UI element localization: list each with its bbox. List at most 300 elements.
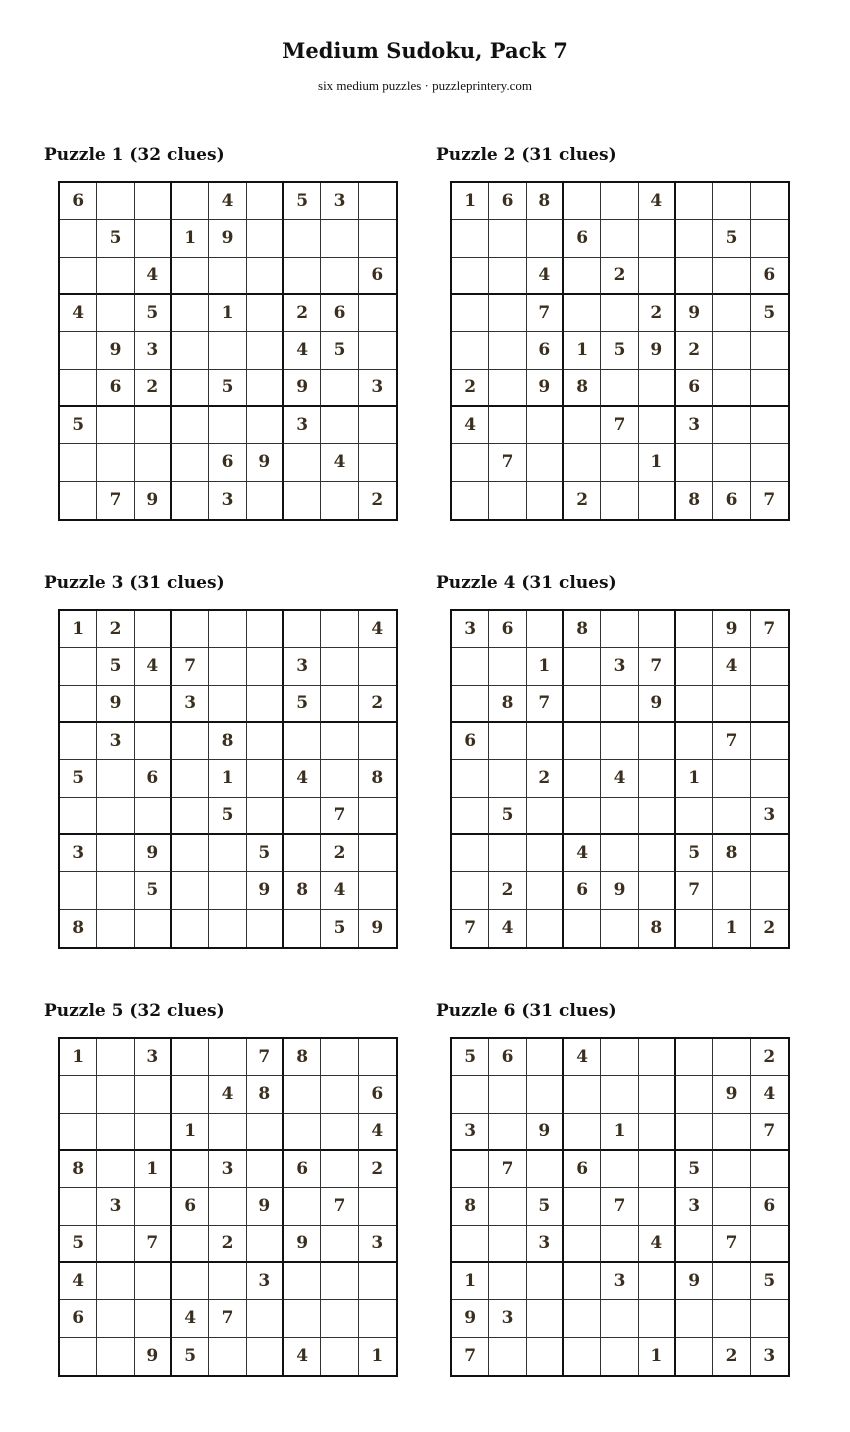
empty-cell[interactable] [639,258,676,295]
empty-cell[interactable] [209,258,246,295]
empty-cell[interactable] [359,407,396,444]
empty-cell[interactable] [321,1151,358,1188]
empty-cell[interactable] [564,1263,601,1300]
empty-cell[interactable] [172,760,209,797]
empty-cell[interactable] [489,760,526,797]
empty-cell[interactable] [172,1263,209,1300]
empty-cell[interactable] [247,686,284,723]
empty-cell[interactable] [452,220,489,257]
empty-cell[interactable] [751,407,788,444]
empty-cell[interactable] [713,1151,750,1188]
empty-cell[interactable] [60,482,97,519]
empty-cell[interactable] [639,1188,676,1225]
empty-cell[interactable] [527,872,564,909]
empty-cell[interactable] [639,835,676,872]
empty-cell[interactable] [247,910,284,947]
empty-cell[interactable] [639,1076,676,1113]
empty-cell[interactable] [284,1188,321,1225]
empty-cell[interactable] [527,835,564,872]
empty-cell[interactable] [172,611,209,648]
empty-cell[interactable] [97,295,134,332]
empty-cell[interactable] [676,910,713,947]
empty-cell[interactable] [60,1338,97,1375]
empty-cell[interactable] [247,1114,284,1151]
empty-cell[interactable] [751,648,788,685]
empty-cell[interactable] [172,444,209,481]
empty-cell[interactable] [209,1338,246,1375]
empty-cell[interactable] [489,220,526,257]
empty-cell[interactable] [564,648,601,685]
empty-cell[interactable] [639,1300,676,1337]
empty-cell[interactable] [247,723,284,760]
empty-cell[interactable] [564,258,601,295]
empty-cell[interactable] [639,611,676,648]
empty-cell[interactable] [527,1076,564,1113]
empty-cell[interactable] [676,1338,713,1375]
empty-cell[interactable] [172,295,209,332]
empty-cell[interactable] [209,910,246,947]
clue-cell: 3 [284,407,321,444]
empty-cell[interactable] [135,723,172,760]
empty-cell[interactable] [135,611,172,648]
empty-cell[interactable] [676,648,713,685]
empty-cell[interactable] [60,258,97,295]
empty-cell[interactable] [284,798,321,835]
empty-cell[interactable] [564,798,601,835]
empty-cell[interactable] [135,1114,172,1151]
empty-cell[interactable] [527,407,564,444]
empty-cell[interactable] [751,686,788,723]
empty-cell[interactable] [564,910,601,947]
empty-cell[interactable] [97,1263,134,1300]
empty-cell[interactable] [527,1151,564,1188]
empty-cell[interactable] [601,835,638,872]
empty-cell[interactable] [564,407,601,444]
empty-cell[interactable] [209,1039,246,1076]
empty-cell[interactable] [284,1300,321,1337]
empty-cell[interactable] [751,872,788,909]
empty-cell[interactable] [172,1226,209,1263]
empty-cell[interactable] [601,482,638,519]
empty-cell[interactable] [489,370,526,407]
empty-cell[interactable] [452,332,489,369]
empty-cell[interactable] [601,1338,638,1375]
empty-cell[interactable] [713,760,750,797]
empty-cell[interactable] [527,444,564,481]
empty-cell[interactable] [676,444,713,481]
empty-cell[interactable] [676,1300,713,1337]
empty-cell[interactable] [247,1300,284,1337]
clue-cell: 5 [601,332,638,369]
empty-cell[interactable] [247,1151,284,1188]
empty-cell[interactable] [713,444,750,481]
empty-cell[interactable] [321,1226,358,1263]
empty-cell[interactable] [359,1039,396,1076]
empty-cell[interactable] [564,723,601,760]
empty-cell[interactable] [209,1114,246,1151]
empty-cell[interactable] [359,798,396,835]
empty-cell[interactable] [489,1188,526,1225]
empty-cell[interactable] [676,611,713,648]
empty-cell[interactable] [321,760,358,797]
empty-cell[interactable] [97,872,134,909]
empty-cell[interactable] [564,1338,601,1375]
empty-cell[interactable] [172,482,209,519]
empty-cell[interactable] [564,295,601,332]
empty-cell[interactable] [97,1151,134,1188]
empty-cell[interactable] [135,407,172,444]
empty-cell[interactable] [97,760,134,797]
empty-cell[interactable] [172,1076,209,1113]
empty-cell[interactable] [247,760,284,797]
empty-cell[interactable] [359,723,396,760]
empty-cell[interactable] [209,648,246,685]
empty-cell[interactable] [527,220,564,257]
empty-cell[interactable] [489,648,526,685]
empty-cell[interactable] [713,332,750,369]
empty-cell[interactable] [601,220,638,257]
empty-cell[interactable] [452,686,489,723]
empty-cell[interactable] [284,444,321,481]
empty-cell[interactable] [713,370,750,407]
empty-cell[interactable] [601,183,638,220]
empty-cell[interactable] [713,1300,750,1337]
empty-cell[interactable] [452,1076,489,1113]
empty-cell[interactable] [209,686,246,723]
empty-cell[interactable] [209,872,246,909]
empty-cell[interactable] [452,1226,489,1263]
empty-cell[interactable] [97,1300,134,1337]
empty-cell[interactable] [601,1300,638,1337]
empty-cell[interactable] [97,1338,134,1375]
empty-cell[interactable] [97,798,134,835]
empty-cell[interactable] [601,1039,638,1076]
empty-cell[interactable] [60,370,97,407]
empty-cell[interactable] [321,1338,358,1375]
empty-cell[interactable] [247,407,284,444]
empty-cell[interactable] [135,1188,172,1225]
empty-cell[interactable] [321,220,358,257]
empty-cell[interactable] [321,686,358,723]
empty-cell[interactable] [321,1300,358,1337]
empty-cell[interactable] [564,1188,601,1225]
empty-cell[interactable] [97,258,134,295]
empty-cell[interactable] [676,183,713,220]
empty-cell[interactable] [713,686,750,723]
empty-cell[interactable] [713,258,750,295]
empty-cell[interactable] [209,1263,246,1300]
empty-cell[interactable] [247,648,284,685]
empty-cell[interactable] [97,183,134,220]
empty-cell[interactable] [284,910,321,947]
empty-cell[interactable] [247,183,284,220]
empty-cell[interactable] [601,444,638,481]
empty-cell[interactable] [564,1114,601,1151]
empty-cell[interactable] [639,872,676,909]
empty-cell[interactable] [713,798,750,835]
empty-cell[interactable] [359,872,396,909]
empty-cell[interactable] [452,295,489,332]
empty-cell[interactable] [564,686,601,723]
empty-cell[interactable] [452,258,489,295]
empty-cell[interactable] [209,835,246,872]
empty-cell[interactable] [359,1300,396,1337]
empty-cell[interactable] [97,1114,134,1151]
empty-cell[interactable] [247,1338,284,1375]
empty-cell[interactable] [639,220,676,257]
empty-cell[interactable] [284,611,321,648]
empty-cell[interactable] [452,798,489,835]
empty-cell[interactable] [713,872,750,909]
empty-cell[interactable] [321,723,358,760]
empty-cell[interactable] [751,332,788,369]
empty-cell[interactable] [321,370,358,407]
empty-cell[interactable] [209,407,246,444]
empty-cell[interactable] [676,258,713,295]
empty-cell[interactable] [601,910,638,947]
empty-cell[interactable] [751,723,788,760]
empty-cell[interactable] [247,370,284,407]
empty-cell[interactable] [60,686,97,723]
empty-cell[interactable] [527,910,564,947]
empty-cell[interactable] [489,258,526,295]
empty-cell[interactable] [527,1039,564,1076]
empty-cell[interactable] [321,482,358,519]
empty-cell[interactable] [676,723,713,760]
empty-cell[interactable] [713,295,750,332]
empty-cell[interactable] [489,407,526,444]
empty-cell[interactable] [247,482,284,519]
empty-cell[interactable] [97,1226,134,1263]
empty-cell[interactable] [97,1076,134,1113]
empty-cell[interactable] [284,723,321,760]
empty-cell[interactable] [172,332,209,369]
empty-cell[interactable] [527,798,564,835]
empty-cell[interactable] [676,1226,713,1263]
empty-cell[interactable] [60,1188,97,1225]
empty-cell[interactable] [321,1263,358,1300]
empty-cell[interactable] [601,295,638,332]
empty-cell[interactable] [452,648,489,685]
empty-cell[interactable] [359,1263,396,1300]
empty-cell[interactable] [247,798,284,835]
empty-cell[interactable] [452,482,489,519]
empty-cell[interactable] [321,258,358,295]
empty-cell[interactable] [135,910,172,947]
empty-cell[interactable] [489,332,526,369]
empty-cell[interactable] [751,1300,788,1337]
empty-cell[interactable] [359,835,396,872]
empty-cell[interactable] [60,1076,97,1113]
empty-cell[interactable] [452,835,489,872]
empty-cell[interactable] [135,1300,172,1337]
empty-cell[interactable] [601,686,638,723]
empty-cell[interactable] [172,183,209,220]
empty-cell[interactable] [172,723,209,760]
empty-cell[interactable] [172,872,209,909]
empty-cell[interactable] [751,1226,788,1263]
empty-cell[interactable] [321,648,358,685]
empty-cell[interactable] [751,760,788,797]
empty-cell[interactable] [751,183,788,220]
empty-cell[interactable] [359,295,396,332]
empty-cell[interactable] [713,407,750,444]
empty-cell[interactable] [209,1188,246,1225]
empty-cell[interactable] [751,444,788,481]
empty-cell[interactable] [564,183,601,220]
empty-cell[interactable] [135,444,172,481]
empty-cell[interactable] [564,1300,601,1337]
empty-cell[interactable] [639,370,676,407]
empty-cell[interactable] [676,798,713,835]
empty-cell[interactable] [639,1151,676,1188]
empty-cell[interactable] [601,1151,638,1188]
empty-cell[interactable] [135,1076,172,1113]
empty-cell[interactable] [97,835,134,872]
empty-cell[interactable] [601,798,638,835]
empty-cell[interactable] [172,798,209,835]
empty-cell[interactable] [284,1263,321,1300]
empty-cell[interactable] [489,835,526,872]
empty-cell[interactable] [172,835,209,872]
empty-cell[interactable] [247,1226,284,1263]
empty-cell[interactable] [60,444,97,481]
empty-cell[interactable] [601,370,638,407]
empty-cell[interactable] [359,220,396,257]
empty-cell[interactable] [97,407,134,444]
empty-cell[interactable] [135,798,172,835]
empty-cell[interactable] [452,872,489,909]
empty-cell[interactable] [639,1039,676,1076]
empty-cell[interactable] [713,1263,750,1300]
empty-cell[interactable] [527,723,564,760]
empty-cell[interactable] [489,1076,526,1113]
empty-cell[interactable] [172,370,209,407]
empty-cell[interactable] [527,1263,564,1300]
empty-cell[interactable] [321,1114,358,1151]
empty-cell[interactable] [60,798,97,835]
empty-cell[interactable] [284,220,321,257]
empty-cell[interactable] [676,1076,713,1113]
empty-cell[interactable] [639,1114,676,1151]
empty-cell[interactable] [751,220,788,257]
empty-cell[interactable] [321,407,358,444]
empty-cell[interactable] [321,611,358,648]
empty-cell[interactable] [527,482,564,519]
empty-cell[interactable] [209,332,246,369]
empty-cell[interactable] [601,611,638,648]
empty-cell[interactable] [489,723,526,760]
empty-cell[interactable] [527,611,564,648]
empty-cell[interactable] [489,295,526,332]
empty-cell[interactable] [713,1188,750,1225]
empty-cell[interactable] [284,1114,321,1151]
empty-cell[interactable] [489,1226,526,1263]
empty-cell[interactable] [321,1076,358,1113]
empty-cell[interactable] [639,407,676,444]
empty-cell[interactable] [564,760,601,797]
empty-cell[interactable] [60,723,97,760]
empty-cell[interactable] [639,1263,676,1300]
empty-cell[interactable] [135,1263,172,1300]
empty-cell[interactable] [639,482,676,519]
empty-cell[interactable] [172,910,209,947]
empty-cell[interactable] [676,1114,713,1151]
empty-cell[interactable] [284,482,321,519]
empty-cell[interactable] [172,1151,209,1188]
empty-cell[interactable] [172,258,209,295]
empty-cell[interactable] [97,1039,134,1076]
empty-cell[interactable] [452,444,489,481]
empty-cell[interactable] [489,1338,526,1375]
empty-cell[interactable] [639,798,676,835]
empty-cell[interactable] [172,407,209,444]
empty-cell[interactable] [359,183,396,220]
empty-cell[interactable] [489,482,526,519]
empty-cell[interactable] [751,1151,788,1188]
empty-cell[interactable] [359,332,396,369]
empty-cell[interactable] [564,1226,601,1263]
empty-cell[interactable] [284,835,321,872]
empty-cell[interactable] [601,723,638,760]
empty-cell[interactable] [713,1114,750,1151]
empty-cell[interactable] [527,1300,564,1337]
empty-cell[interactable] [601,1226,638,1263]
empty-cell[interactable] [60,648,97,685]
empty-cell[interactable] [359,444,396,481]
empty-cell[interactable] [639,723,676,760]
empty-cell[interactable] [639,760,676,797]
empty-cell[interactable] [247,332,284,369]
empty-cell[interactable] [489,1114,526,1151]
empty-cell[interactable] [713,1039,750,1076]
empty-cell[interactable] [97,444,134,481]
empty-cell[interactable] [172,1039,209,1076]
empty-cell[interactable] [452,1151,489,1188]
empty-cell[interactable] [135,686,172,723]
empty-cell[interactable] [452,760,489,797]
empty-cell[interactable] [564,1076,601,1113]
empty-cell[interactable] [676,686,713,723]
empty-cell[interactable] [489,1263,526,1300]
empty-cell[interactable] [284,258,321,295]
empty-cell[interactable] [676,220,713,257]
empty-cell[interactable] [135,220,172,257]
empty-cell[interactable] [247,220,284,257]
empty-cell[interactable] [527,1338,564,1375]
empty-cell[interactable] [751,835,788,872]
empty-cell[interactable] [60,1114,97,1151]
empty-cell[interactable] [60,220,97,257]
empty-cell[interactable] [359,1188,396,1225]
empty-cell[interactable] [359,648,396,685]
empty-cell[interactable] [321,1039,358,1076]
empty-cell[interactable] [97,910,134,947]
empty-cell[interactable] [676,1039,713,1076]
empty-cell[interactable] [247,295,284,332]
empty-cell[interactable] [601,1076,638,1113]
empty-cell[interactable] [60,332,97,369]
empty-cell[interactable] [751,370,788,407]
empty-cell[interactable] [284,1076,321,1113]
empty-cell[interactable] [135,183,172,220]
empty-cell[interactable] [209,611,246,648]
empty-cell[interactable] [60,872,97,909]
empty-cell[interactable] [247,611,284,648]
empty-cell[interactable] [713,183,750,220]
empty-cell[interactable] [564,444,601,481]
empty-cell[interactable] [247,258,284,295]
